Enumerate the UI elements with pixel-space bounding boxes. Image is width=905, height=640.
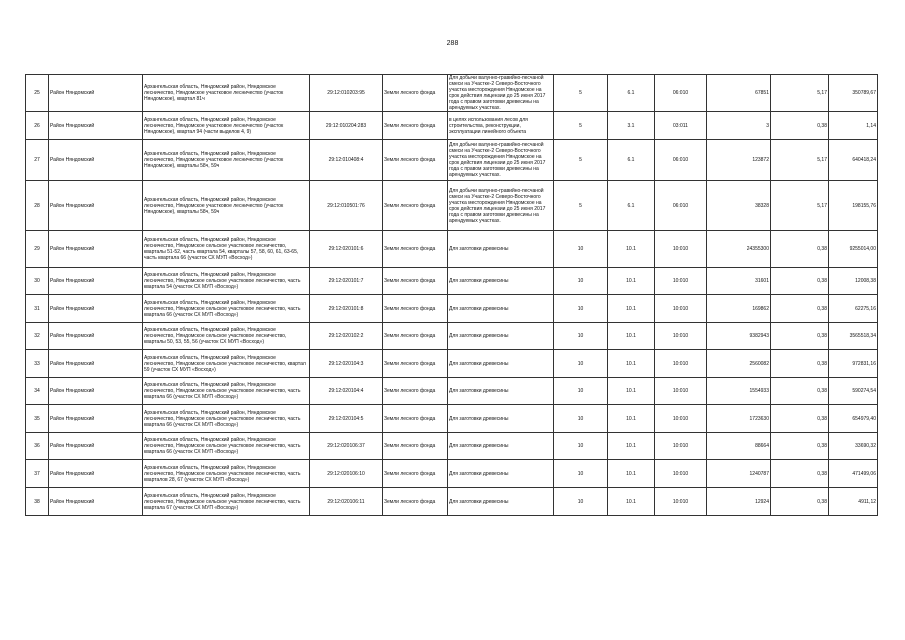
cadastral-number-cell: 29:12:010408:4	[310, 140, 383, 181]
sum-cell: 350789,67	[829, 75, 878, 112]
code-subgroup-cell: 10.1	[608, 433, 655, 460]
code-cell: 06:010	[655, 181, 707, 231]
land-category-cell: Земли лесного фонда	[383, 350, 448, 378]
area-cell: 12924	[707, 488, 771, 516]
code-subgroup-cell: 10.1	[608, 405, 655, 433]
land-plots-table	[25, 74, 878, 516]
district-cell: Район Няндомский	[49, 378, 143, 405]
table-row	[26, 350, 878, 378]
code-cell: 06:010	[655, 75, 707, 112]
row-number: 35	[26, 405, 49, 433]
code-cell: 10:010	[655, 433, 707, 460]
district-cell: Район Няндомский	[49, 350, 143, 378]
cadastral-number-cell: 29:12:020102:2	[310, 323, 383, 350]
district-cell: Район Няндомский	[49, 488, 143, 516]
rate-cell: 5,17	[771, 181, 829, 231]
table-row	[26, 231, 878, 268]
code-subgroup-cell: 10.1	[608, 488, 655, 516]
cadastral-number-cell: 29:12:010501:76	[310, 181, 383, 231]
permitted-use-cell: Для заготовки древесины	[448, 405, 554, 433]
code-cell: 03:011	[655, 112, 707, 140]
location-cell: Архангельская область, Няндомский район, Няндомское лесничество, Няндомское участковое лесничество (участок Няндомское), квартал 81ч	[143, 75, 310, 112]
code-subgroup-cell: 6.1	[608, 140, 655, 181]
code-subgroup-cell: 10.1	[608, 231, 655, 268]
code-cell: 10:010	[655, 268, 707, 295]
location-cell: Архангельская область, Няндомский район, Няндомское лесничество, Няндомское сельское участковое лесничество, кварталы 50, 53, 55, 56 (участок СХ МУП «Восход»)	[143, 323, 310, 350]
code-subgroup-cell: 10.1	[608, 295, 655, 323]
sum-cell: 972831,16	[829, 350, 878, 378]
district-cell: Район Няндомский	[49, 268, 143, 295]
table-row	[26, 268, 878, 295]
row-number: 30	[26, 268, 49, 295]
cadastral-number-cell: 29:12:020104:5	[310, 405, 383, 433]
code-group-cell: 10	[554, 268, 608, 295]
code-cell: 10:010	[655, 460, 707, 488]
table-row	[26, 460, 878, 488]
permitted-use-cell: Для заготовки древесины	[448, 488, 554, 516]
land-category-cell: Земли лесного фонда	[383, 181, 448, 231]
code-cell: 06:010	[655, 140, 707, 181]
location-cell: Архангельская область, Няндомский район, Няндомское лесничество, Няндомское сельское участковое лесничество, часть кварталов 28, 67 (участок СХ МУП «Восход»)	[143, 460, 310, 488]
code-cell: 10:010	[655, 350, 707, 378]
code-group-cell: 10	[554, 460, 608, 488]
district-cell: Район Няндомский	[49, 433, 143, 460]
row-number: 31	[26, 295, 49, 323]
permitted-use-cell: Для заготовки древесины	[448, 268, 554, 295]
cadastral-number-cell: 29:12:020101:8	[310, 295, 383, 323]
sum-cell: 198155,76	[829, 181, 878, 231]
land-category-cell: Земли лесного фонда	[383, 433, 448, 460]
table-row	[26, 378, 878, 405]
district-cell: Район Няндомский	[49, 460, 143, 488]
district-cell: Район Няндомский	[49, 231, 143, 268]
code-subgroup-cell: 10.1	[608, 268, 655, 295]
cadastral-number-cell: 29:12:020106:37	[310, 433, 383, 460]
district-cell: Район Няндомский	[49, 75, 143, 112]
row-number: 37	[26, 460, 49, 488]
sum-cell: 471499,06	[829, 460, 878, 488]
cadastral-number-cell: 29:12:020104:4	[310, 378, 383, 405]
cadastral-number-cell: 29:12:020106:10	[310, 460, 383, 488]
land-category-cell: Земли лесного фонда	[383, 460, 448, 488]
permitted-use-cell: Для заготовки древесины	[448, 295, 554, 323]
code-group-cell: 5	[554, 75, 608, 112]
rate-cell: 0,38	[771, 488, 829, 516]
table-row	[26, 112, 878, 140]
rate-cell: 0,38	[771, 433, 829, 460]
area-cell: 1723630	[707, 405, 771, 433]
location-cell: Архангельская область, Няндомский район, Няндомское лесничество, Няндомское сельское участковое лесничество, часть квартала 67 (участок СХ МУП «Восход»)	[143, 488, 310, 516]
area-cell: 123872	[707, 140, 771, 181]
sum-cell: 640418,24	[829, 140, 878, 181]
sum-cell: 590274,54	[829, 378, 878, 405]
code-group-cell: 5	[554, 181, 608, 231]
land-category-cell: Земли лесного фонда	[383, 231, 448, 268]
rate-cell: 0,38	[771, 350, 829, 378]
district-cell: Район Няндомский	[49, 323, 143, 350]
code-group-cell: 5	[554, 140, 608, 181]
location-cell: Архангельская область, Няндомский район, Няндомское лесничество, Няндомское сельское участковое лесничество, часть квартала 66 (участок СХ МУП «Восход»)	[143, 295, 310, 323]
rate-cell: 5,17	[771, 75, 829, 112]
table-row	[26, 488, 878, 516]
rate-cell: 0,38	[771, 405, 829, 433]
cadastral-number-cell: 29:12:020106:11	[310, 488, 383, 516]
row-number: 28	[26, 181, 49, 231]
district-cell: Район Няндомский	[49, 140, 143, 181]
code-subgroup-cell: 10.1	[608, 323, 655, 350]
table-row	[26, 433, 878, 460]
table-row	[26, 75, 878, 112]
row-number: 34	[26, 378, 49, 405]
sum-cell: 33690,32	[829, 433, 878, 460]
district-cell: Район Няндомский	[49, 181, 143, 231]
sum-cell: 4911,12	[829, 488, 878, 516]
location-cell: Архангельская область, Няндомский район, Няндомское лесничество, Няндомское сельское участковое лесничество, часть квартала 66 (участок СХ МУП «Восход»)	[143, 433, 310, 460]
location-cell: Архангельская область, Няндомский район, Няндомское лесничество, Няндомское сельское участковое лесничество, кварталы 51-52, часть квартала 54, кварталы 57, 58, 60, 61, 63-65, часть квартала 66 (участок СХ МУП «Восход»)	[143, 231, 310, 268]
location-cell: Архангельская область, Няндомский район, Няндомское лесничество, Няндомское сельское участковое лесничество, часть квартала 54 (участок СХ МУП «Восход»)	[143, 268, 310, 295]
code-cell: 10:010	[655, 323, 707, 350]
area-cell: 38328	[707, 181, 771, 231]
permitted-use-cell: Для заготовки древесины	[448, 323, 554, 350]
row-number: 27	[26, 140, 49, 181]
area-cell: 1240787	[707, 460, 771, 488]
code-group-cell: 10	[554, 350, 608, 378]
row-number: 32	[26, 323, 49, 350]
code-subgroup-cell: 10.1	[608, 350, 655, 378]
row-number: 29	[26, 231, 49, 268]
district-cell: Район Няндомский	[49, 405, 143, 433]
area-cell: 3	[707, 112, 771, 140]
row-number: 38	[26, 488, 49, 516]
table-row	[26, 405, 878, 433]
permitted-use-cell: Для добычи валунно-гравийно-песчаной смеси на Участке-2 Северо-Восточного участка месторождения Няндомское на срок действия лицензии до 25 июня 2017 года с правом заготовки древесины на арендуемых участках.	[448, 75, 554, 112]
sum-cell: 1,14	[829, 112, 878, 140]
location-cell: Архангельская область, Няндомский район, Няндомское лесничество, Няндомское участковое лесничество (участок Няндомское), кварталы 58ч, 59ч	[143, 140, 310, 181]
land-category-cell: Земли лесного фонда	[383, 378, 448, 405]
permitted-use-cell: Для заготовки древесины	[448, 378, 554, 405]
location-cell: Архангельская область, Няндомский район, Няндомское лесничество, Няндомское участковое лесничество (участок Няндомское), квартал 94 (части выделов 4, 9)	[143, 112, 310, 140]
row-number: 33	[26, 350, 49, 378]
land-category-cell: Земли лесного фонда	[383, 112, 448, 140]
sum-cell: 12008,38	[829, 268, 878, 295]
land-category-cell: Земли лесного фонда	[383, 268, 448, 295]
area-cell: 67851	[707, 75, 771, 112]
page-number: 288	[446, 40, 459, 47]
code-cell: 10:010	[655, 295, 707, 323]
sum-cell: 654979,40	[829, 405, 878, 433]
rate-cell: 5,17	[771, 140, 829, 181]
land-category-cell: Земли лесного фонда	[383, 295, 448, 323]
rate-cell: 0,38	[771, 323, 829, 350]
permitted-use-cell: Для заготовки древесины	[448, 350, 554, 378]
cadastral-number-cell: 29:12:010204:283	[310, 112, 383, 140]
cadastral-number-cell: 29:12:010203:95	[310, 75, 383, 112]
rate-cell: 0,38	[771, 268, 829, 295]
area-cell: 31601	[707, 268, 771, 295]
table-row	[26, 295, 878, 323]
rate-cell: 0,38	[771, 112, 829, 140]
permitted-use-cell: Для добычи валунно-гравийно-песчаной смеси на Участке-2 Северо-Восточного участка месторождения Няндомское на срок действия лицензии до 25 июня 2017 года с правом заготовки древесины на арендуемых участках.	[448, 140, 554, 181]
area-cell: 2560082	[707, 350, 771, 378]
table-row	[26, 323, 878, 350]
rate-cell: 0,38	[771, 460, 829, 488]
land-category-cell: Земли лесного фонда	[383, 488, 448, 516]
sum-cell: 9255014,00	[829, 231, 878, 268]
rate-cell: 0,38	[771, 295, 829, 323]
area-cell: 88664	[707, 433, 771, 460]
rate-cell: 0,38	[771, 378, 829, 405]
rate-cell: 0,38	[771, 231, 829, 268]
location-cell: Архангельская область, Няндомский район, Няндомское лесничество, Няндомское сельское участковое лесничество, квартал 59 (участок СХ МУП «Восход»)	[143, 350, 310, 378]
land-category-cell: Земли лесного фонда	[383, 75, 448, 112]
row-number: 36	[26, 433, 49, 460]
land-category-cell: Земли лесного фонда	[383, 323, 448, 350]
code-group-cell: 10	[554, 433, 608, 460]
area-cell: 169862	[707, 295, 771, 323]
row-number: 26	[26, 112, 49, 140]
sum-cell: 62275,16	[829, 295, 878, 323]
code-cell: 10:010	[655, 231, 707, 268]
table-row	[26, 140, 878, 181]
area-cell: 1554933	[707, 378, 771, 405]
code-subgroup-cell: 6.1	[608, 75, 655, 112]
cadastral-number-cell: 29:12:020101:7	[310, 268, 383, 295]
permitted-use-cell: Для заготовки древесины	[448, 460, 554, 488]
table-row	[26, 181, 878, 231]
code-group-cell: 10	[554, 323, 608, 350]
code-group-cell: 10	[554, 378, 608, 405]
location-cell: Архангельская область, Няндомский район, Няндомское лесничество, Няндомское сельское участковое лесничество, часть квартала 66 (участок СХ МУП «Восход»)	[143, 405, 310, 433]
code-subgroup-cell: 3.1	[608, 112, 655, 140]
code-group-cell: 10	[554, 488, 608, 516]
code-group-cell: 5	[554, 112, 608, 140]
district-cell: Район Няндомский	[49, 295, 143, 323]
location-cell: Архангельская область, Няндомский район, Няндомское лесничество, Няндомское участковое лесничество (участок Няндомское), кварталы 58ч, 59ч	[143, 181, 310, 231]
permitted-use-cell: Для добычи валунно-гравийно-песчаной смеси на Участке-2 Северо-Восточного участка месторождения Няндомское на срок действия лицензии до 25 июня 2017 года с правом заготовки древесины на арендуемых участках.	[448, 181, 554, 231]
code-cell: 10:010	[655, 488, 707, 516]
code-subgroup-cell: 10.1	[608, 460, 655, 488]
cadastral-number-cell: 29:12:020104:3	[310, 350, 383, 378]
code-group-cell: 10	[554, 405, 608, 433]
code-cell: 10:010	[655, 405, 707, 433]
area-cell: 9382943	[707, 323, 771, 350]
code-group-cell: 10	[554, 231, 608, 268]
permitted-use-cell: Для заготовки древесины	[448, 433, 554, 460]
sum-cell: 3565518,34	[829, 323, 878, 350]
code-subgroup-cell: 6.1	[608, 181, 655, 231]
land-category-cell: Земли лесного фонда	[383, 140, 448, 181]
code-cell: 10:010	[655, 378, 707, 405]
code-subgroup-cell: 10.1	[608, 378, 655, 405]
land-category-cell: Земли лесного фонда	[383, 405, 448, 433]
code-group-cell: 10	[554, 295, 608, 323]
area-cell: 24355300	[707, 231, 771, 268]
row-number: 25	[26, 75, 49, 112]
cadastral-number-cell: 29:12:020101:6	[310, 231, 383, 268]
permitted-use-cell: в целях использования лесов для строительства, реконструкции, эксплуатации линейного объекта	[448, 112, 554, 140]
location-cell: Архангельская область, Няндомский район, Няндомское лесничество, Няндомское сельское участковое лесничество, часть квартала 66 (участок СХ МУП «Восход»)	[143, 378, 310, 405]
district-cell: Район Няндомский	[49, 112, 143, 140]
permitted-use-cell: Для заготовки древесины	[448, 231, 554, 268]
